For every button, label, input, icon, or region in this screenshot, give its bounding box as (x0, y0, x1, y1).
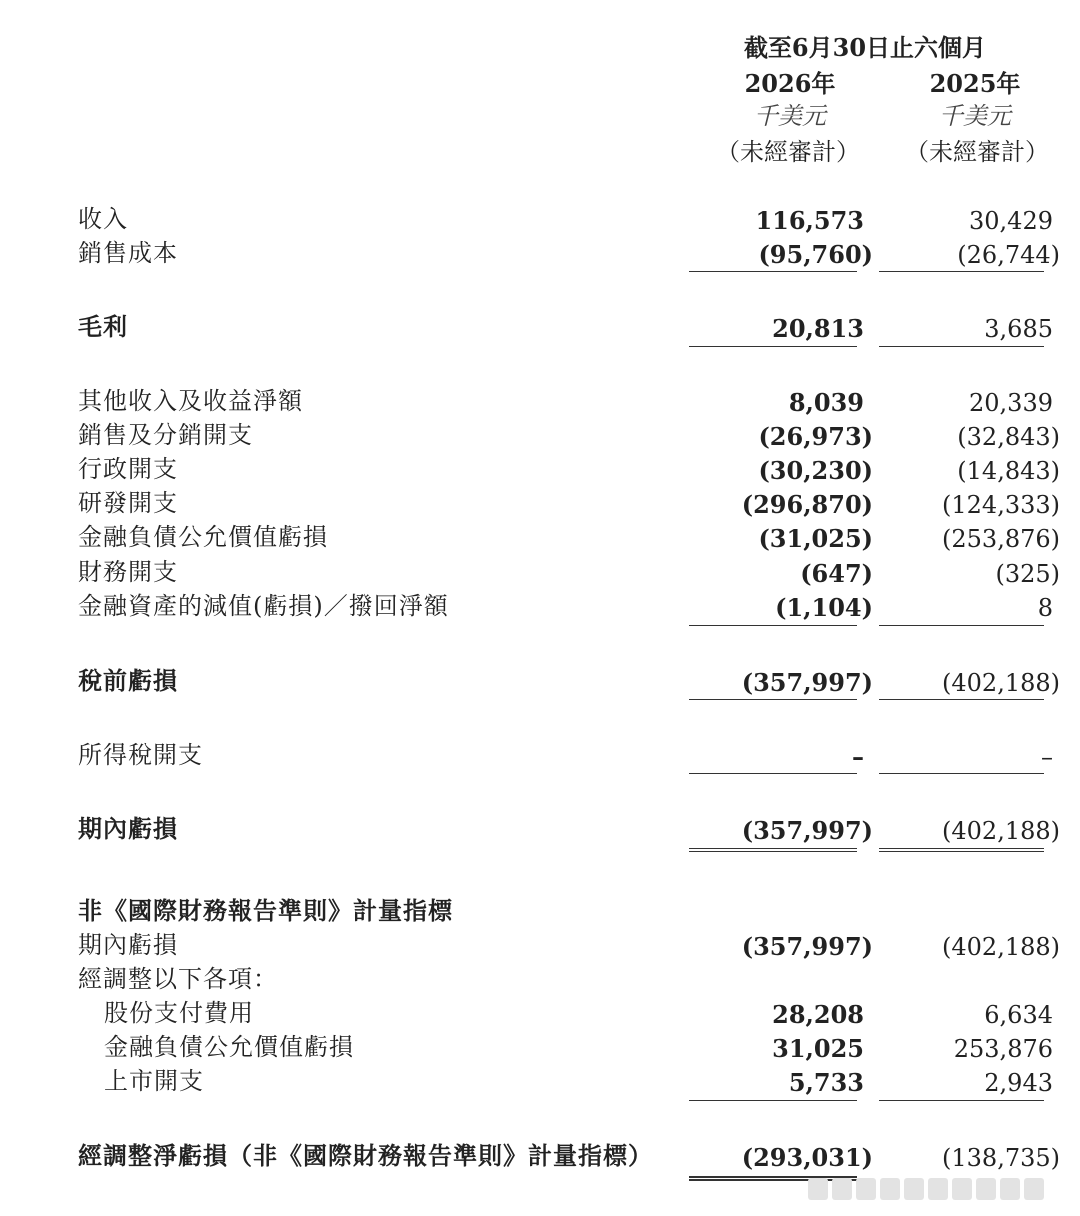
value-2026-listing-expenses: 5,733 (788, 1068, 864, 1097)
row-label-selling-expenses: 銷售及分銷開支 (78, 421, 253, 449)
value-2026-adj-fair-value-loss: 31,025 (772, 1034, 864, 1063)
value-2025-loss-for-period: (402,188) (942, 817, 1060, 845)
value-2025-other-income: 20,339 (969, 389, 1053, 417)
value-2025-rnd-expenses: (124,333) (942, 491, 1060, 519)
row-label-loss-before-tax: 稅前虧損 (78, 666, 178, 695)
unit-2026: 千美元 (754, 102, 826, 130)
row-label-rnd-expenses: 研發開支 (78, 489, 178, 517)
value-2025-adjusted-net-loss: (138,735) (942, 1144, 1060, 1172)
row-label-fair-value-loss: 金融負債公允價值虧損 (78, 523, 328, 551)
value-2025-share-based-payment: 6,634 (984, 1001, 1053, 1029)
value-2025-gross-profit: 3,685 (984, 315, 1053, 343)
rule-line (689, 773, 857, 774)
rule-line (689, 1100, 857, 1101)
value-2026-revenue: 116,573 (755, 206, 864, 235)
row-label-admin-expenses: 行政開支 (78, 455, 178, 483)
value-2025-loss-before-tax: (402,188) (942, 669, 1060, 697)
double-rule-line (879, 848, 1044, 852)
value-2025-selling-expenses: (32,843) (957, 423, 1060, 451)
value-2025-finance-costs: (325) (995, 560, 1060, 588)
rule-line (689, 346, 857, 347)
non-ifrs-loss-label: 期內虧損 (78, 931, 178, 959)
non-ifrs-heading: 非《國際財務報告準則》計量指標 (78, 896, 453, 925)
row-label-loss-for-period: 期內虧損 (78, 814, 178, 843)
row-label-finance-costs: 財務開支 (78, 558, 178, 586)
value-2025-cost-of-sales: (26,744) (957, 241, 1060, 269)
value-2025-revenue: 30,429 (969, 207, 1053, 235)
value-2026-adjusted-net-loss: (293,031) (741, 1143, 873, 1172)
value-2025-admin-expenses: (14,843) (957, 457, 1060, 485)
value-2026-rnd-expenses: (296,870) (741, 490, 873, 519)
value-2026-admin-expenses: (30,230) (758, 456, 873, 485)
adjusted-for-label: 經調整以下各項： (78, 965, 278, 993)
watermark (808, 1178, 1070, 1208)
value-2026-fair-value-loss: (31,025) (758, 524, 873, 553)
year-2025-header: 2025年 (929, 69, 1021, 98)
rule-line (689, 625, 857, 626)
period-header: 截至6月30日止六個月 (743, 33, 987, 62)
value-2026-selling-expenses: (26,973) (758, 422, 873, 451)
audit-2025: （未經審計） (905, 138, 1049, 166)
rule-line (879, 271, 1044, 272)
row-label-impairment: 金融資產的減值(虧損)／撥回淨額 (78, 592, 449, 620)
row-label-adjusted-net-loss: 經調整淨虧損（非《國際財務報告準則》計量指標） (78, 1141, 653, 1170)
audit-2026: （未經審計） (716, 138, 860, 166)
rule-line (879, 1100, 1044, 1101)
value-2026-income-tax: – (852, 742, 864, 771)
value-2026-share-based-payment: 28,208 (772, 1000, 864, 1029)
value-2026-other-income: 8,039 (788, 388, 864, 417)
value-2025-adj-fair-value-loss: 253,876 (953, 1035, 1053, 1063)
value-2026-non-ifrs-loss: (357,997) (741, 932, 873, 961)
unit-2025: 千美元 (939, 102, 1011, 130)
row-label-adj-fair-value-loss: 金融負債公允價值虧損 (104, 1033, 354, 1061)
value-2025-impairment: 8 (1037, 594, 1053, 622)
value-2025-listing-expenses: 2,943 (984, 1069, 1053, 1097)
value-2025-income-tax: – (1041, 743, 1053, 771)
row-label-listing-expenses: 上市開支 (104, 1067, 204, 1095)
row-label-income-tax: 所得稅開支 (78, 741, 203, 769)
value-2025-fair-value-loss: (253,876) (942, 525, 1060, 553)
value-2026-impairment: (1,104) (775, 593, 873, 622)
rule-line (879, 699, 1044, 700)
value-2026-finance-costs: (647) (800, 559, 873, 588)
row-label-revenue: 收入 (78, 205, 128, 233)
rule-line (689, 699, 857, 700)
rule-line (879, 625, 1044, 626)
value-2025-non-ifrs-loss: (402,188) (942, 933, 1060, 961)
double-rule-line (689, 848, 857, 852)
row-label-share-based-payment: 股份支付費用 (104, 999, 254, 1027)
rule-line (689, 271, 857, 272)
rule-line (879, 773, 1044, 774)
value-2026-cost-of-sales: (95,760) (758, 240, 873, 269)
row-label-other-income: 其他收入及收益淨額 (78, 387, 303, 415)
row-label-gross-profit: 毛利 (78, 312, 128, 341)
value-2026-loss-before-tax: (357,997) (741, 668, 873, 697)
row-label-cost-of-sales: 銷售成本 (78, 239, 178, 267)
rule-line (879, 346, 1044, 347)
year-2026-header: 2026年 (744, 69, 836, 98)
value-2026-gross-profit: 20,813 (772, 314, 864, 343)
value-2026-loss-for-period: (357,997) (741, 816, 873, 845)
